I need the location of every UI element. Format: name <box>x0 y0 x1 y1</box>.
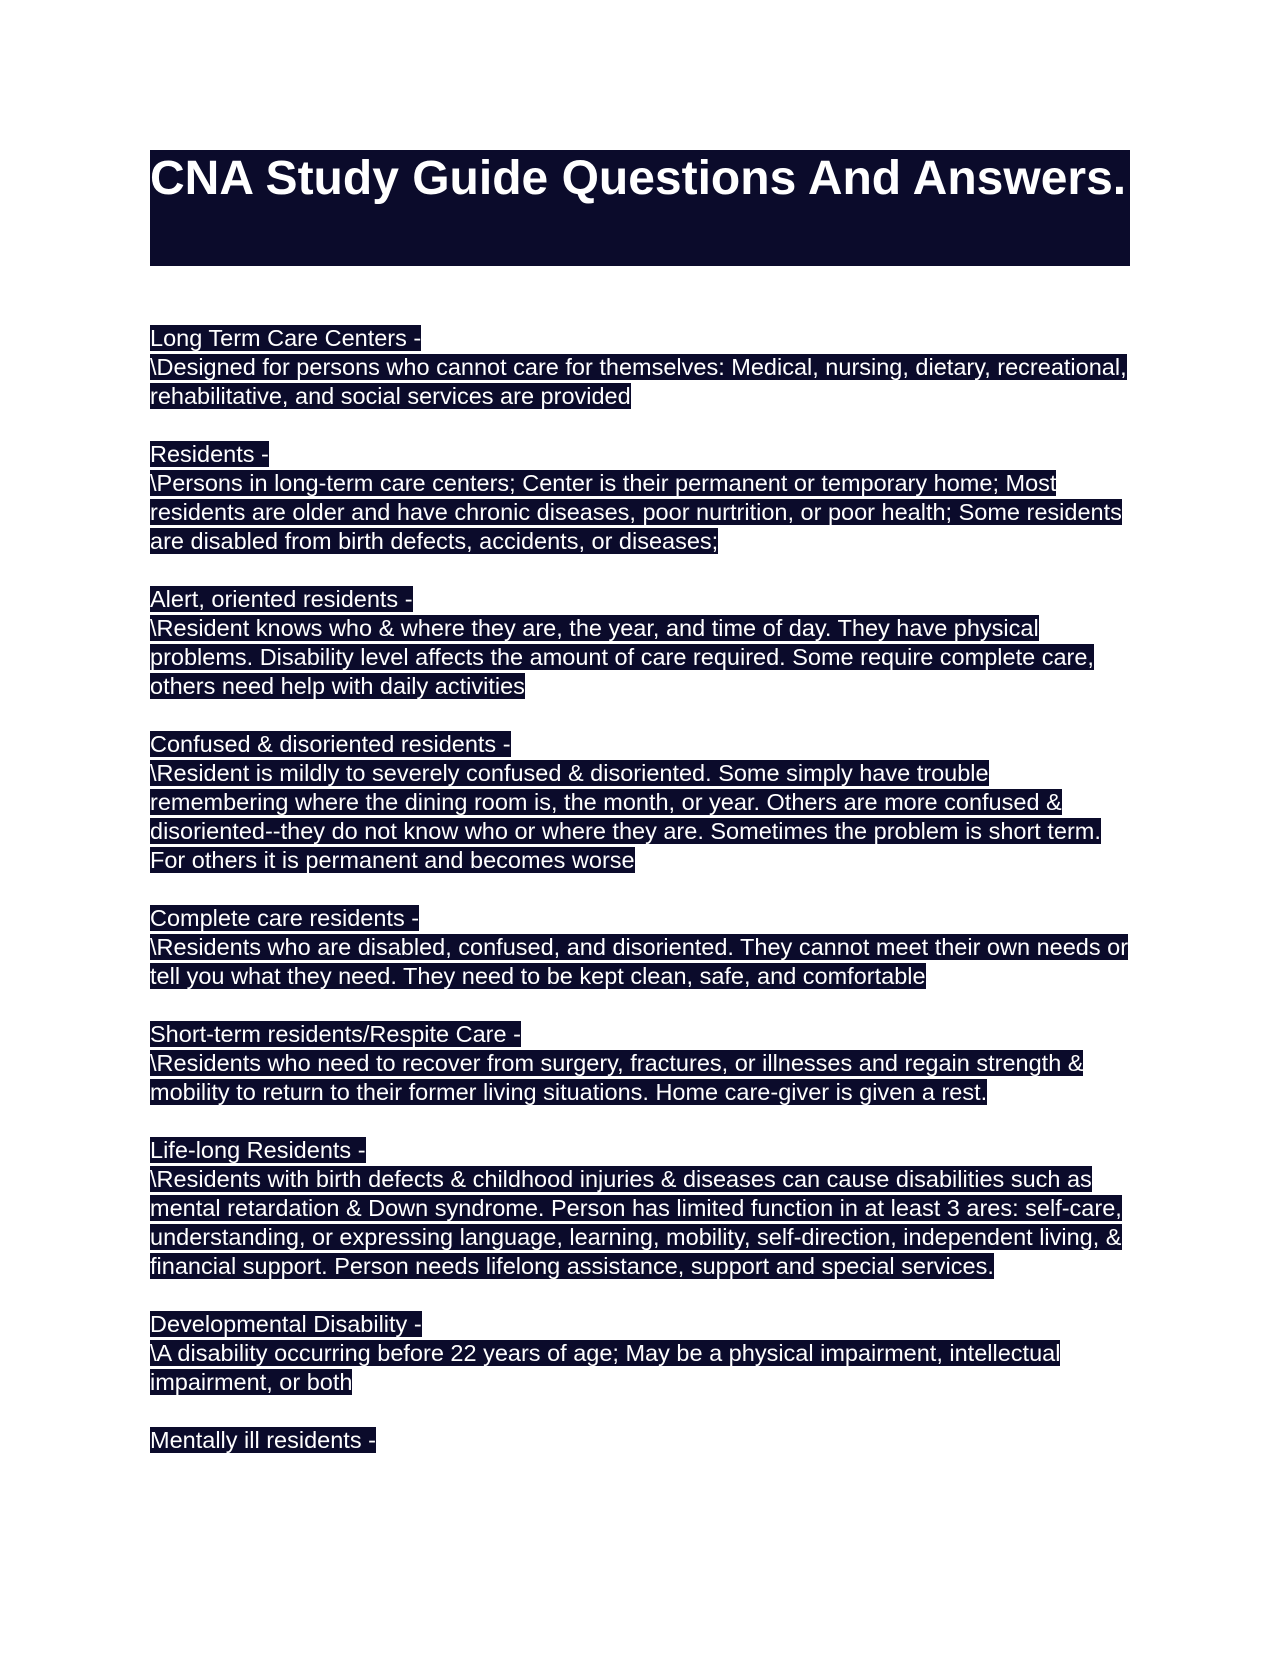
entry-term: Mentally ill residents - <box>150 1427 376 1453</box>
entry-definition: \Resident knows who & where they are, the year, and time of day. They have physical problems. Disability level affects the amount of care required. Some require complete care, others need help with daily activities <box>150 615 1094 699</box>
entry-term: Alert, oriented residents - <box>150 586 413 612</box>
entry-life-long-residents <box>150 1136 1130 1281</box>
entry-definition: \A disability occurring before 22 years of age; May be a physical impairment, intellectual impairment, or both <box>150 1340 1061 1395</box>
entry-mentally-ill-residents <box>150 1426 1130 1455</box>
document-page <box>150 150 1130 1484</box>
entry-confused-disoriented-residents <box>150 730 1130 875</box>
entry-list <box>150 324 1130 1455</box>
entry-short-term-residents <box>150 1020 1130 1107</box>
entry-developmental-disability <box>150 1310 1130 1397</box>
entry-term: Life-long Residents - <box>150 1137 366 1163</box>
document-title: CNA Study Guide Questions And Answers. <box>150 150 1130 266</box>
entry-definition: \Designed for persons who cannot care for themselves: Medical, nursing, dietary, recreational, rehabilitative, and social services are provided <box>150 354 1127 409</box>
entry-term: Long Term Care Centers - <box>150 325 422 351</box>
entry-definition: \Residents who are disabled, confused, and disoriented. They cannot meet their own needs or tell you what they need. They need to be kept clean, safe, and comfortable <box>150 934 1129 989</box>
entry-residents <box>150 440 1130 556</box>
entry-term: Confused & disoriented residents - <box>150 731 511 757</box>
entry-definition: \Resident is mildly to severely confused & disoriented. Some simply have trouble remembering where the dining room is, the month, or year. Others are more confused & disoriented--they do not know who or where they are. Sometimes the problem is short term. For others it is permanent and becomes worse <box>150 760 1101 873</box>
entry-term: Short-term residents/Respite Care - <box>150 1021 521 1047</box>
entry-complete-care-residents <box>150 904 1130 991</box>
entry-definition: \Persons in long-term care centers; Center is their permanent or temporary home; Most residents are older and have chronic diseases, poor nurtrition, or poor health; Some residents are disabled from birth defects, accidents, or diseases; <box>150 470 1122 554</box>
entry-definition: \Residents with birth defects & childhood injuries & diseases can cause disabilities such as mental retardation & Down syndrome. Person has limited function in at least 3 ares: self-care, understanding, or expressing language, learning, mobility, self-direction, independent living, & financial support. Person needs lifelong assistance, support and special services. <box>150 1166 1122 1279</box>
entry-term: Developmental Disability - <box>150 1311 422 1337</box>
entry-term: Complete care residents - <box>150 905 420 931</box>
entry-definition: \Residents who need to recover from surgery, fractures, or illnesses and regain strength & mobility to return to their former living situations. Home care-giver is given a rest. <box>150 1050 1084 1105</box>
entry-alert-oriented-residents <box>150 585 1130 701</box>
entry-term: Residents - <box>150 441 269 467</box>
entry-long-term-care-centers <box>150 324 1130 411</box>
